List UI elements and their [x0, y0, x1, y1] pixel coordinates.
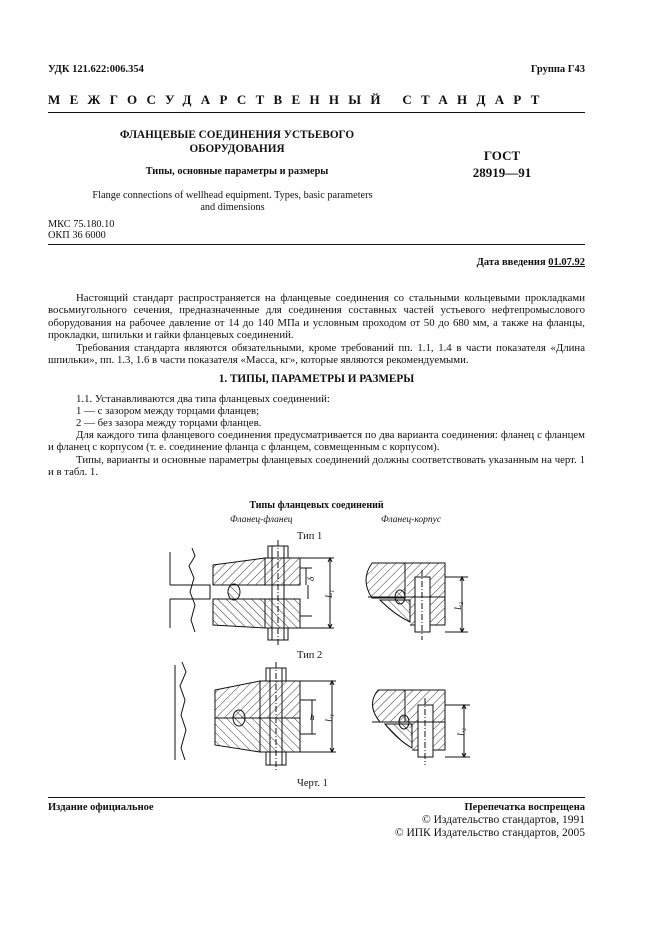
delta-label: δ [306, 576, 316, 581]
type1-flange-body [366, 563, 468, 640]
type-2-label: Тип 2 [297, 650, 323, 661]
title-line-1: ФЛАНЦЕВЫЕ СОЕДИНЕНИЯ УСТЬЕВОГО [119, 129, 355, 141]
variants-paragraph: Для каждого типа фланцевого соединения предусматривается по два варианта соединения: фланец с фланцем и фланец с корпусом (т. е. соединение фланца с фланцем, совмещенным с корпусом). [48, 429, 585, 454]
type2-flange-body [372, 690, 470, 765]
copyright-1991: © Издательство стандартов, 1991 [421, 814, 585, 826]
effective-date-label: Дата введения [476, 257, 546, 268]
type-1-item: 1 — с зазором между торцами фланцев; [76, 405, 260, 417]
type1-flange-flange [170, 540, 334, 646]
figure-title: Типы фланцевых соединений [249, 500, 384, 511]
mks-code: МКС 75.180.10 [48, 219, 115, 230]
title-line-2: ОБОРУДОВАНИЯ [189, 143, 285, 155]
gost-label: ГОСТ [483, 148, 521, 163]
type-2-item: 2 — без зазора между торцами фланцев. [76, 417, 262, 429]
l1-label-type1: L₁ [324, 589, 334, 598]
okp-code: ОКП 36 6000 [48, 230, 106, 241]
column-flange-body: Фланец-корпус [381, 515, 442, 525]
standard-banner: МЕЖГОСУДАРСТВЕННЫЙ СТАНДАРТ [48, 92, 549, 107]
gost-number: 28919—91 [472, 165, 532, 180]
parameters-paragraph: Типы, варианты и основные параметры фланцевых соединений должны соответствовать указанным на черт. 1 и в табл. 1. [48, 453, 585, 479]
udk-code: УДК 121.622:006.354 [48, 64, 144, 75]
intro-paragraph-1: Настоящий стандарт распространяется на фланцевые соединения со стальными кольцевыми прокладками восьмиугольного сечения, предназначенные для соединения составных частей устьевого нефтепромыслового оборудования на рабочее давление от 14 до 140 МПа и условным проходом от 50 до 680 мм, а также на фланцы, прокладки, шпильки и гайки фланцевых соединений. [48, 292, 585, 342]
h-label: h [310, 712, 315, 722]
section-1-heading: 1. ТИПЫ, ПАРАМЕТРЫ И РАЗМЕРЫ [218, 373, 415, 385]
official-edition: Издание официальное [48, 802, 154, 813]
item-1-1: 1.1. Устанавливаются два типа фланцевых соединений: [76, 393, 330, 405]
reprint-notice: Перепечатка воспрещена [464, 802, 585, 813]
subtitle: Типы, основные параметры и размеры [145, 166, 329, 177]
copyright-2005: © ИПК Издательство стандартов, 2005 [394, 827, 585, 839]
l1-label-type2: L₁ [324, 713, 334, 722]
l2-label-type2: L₂ [456, 727, 466, 736]
type-1-label: Тип 1 [297, 531, 323, 542]
group-code: Группа Г43 [530, 64, 585, 75]
footer-rule [48, 797, 585, 798]
english-title-1: Flange connections of wellhead equipment. Types, basic parameters [92, 190, 373, 201]
intro-paragraph-2: Требования стандарта являются обязательными, кроме требований пп. 1.1, 1.4 в части показателя «Длина шпильки», пп. 1.3, 1.6 в части показателя «Масса, кг», которые являются рекомендуемыми. [48, 341, 585, 367]
column-flange-flange: Фланец-фланец [230, 515, 293, 525]
english-title-2: and dimensions [200, 202, 265, 213]
figure-caption: Черт. 1 [297, 778, 328, 789]
effective-date-value: 01.07.92 [548, 257, 585, 268]
l2-label-type1: L₂ [453, 601, 463, 610]
